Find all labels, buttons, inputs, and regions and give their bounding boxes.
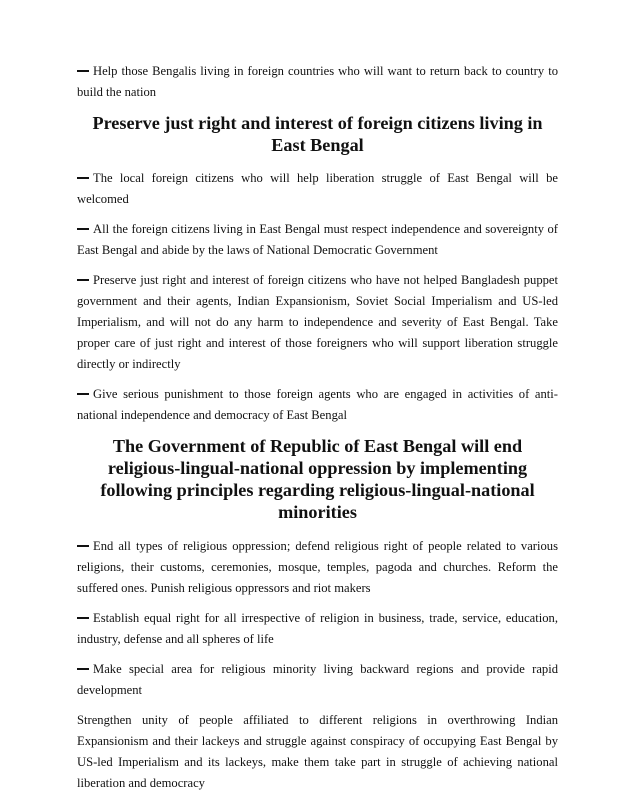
dash-bullet-icon	[77, 545, 89, 547]
paragraph-text: Make special area for religious minority living backward regions and provide rapid development	[77, 662, 558, 697]
bullet-paragraph	[77, 219, 558, 261]
dash-bullet-icon	[77, 228, 89, 230]
dash-bullet-icon	[77, 177, 89, 179]
dash-bullet-icon	[77, 279, 89, 281]
paragraph-text: Establish equal right for all irrespective of religion in business, trade, service, education, industry, defense and all spheres of life	[77, 611, 558, 646]
dash-bullet-icon	[77, 70, 89, 72]
bullet-paragraph	[77, 536, 558, 599]
paragraph-text: Give serious punishment to those foreign agents who are engaged in activities of anti-national independence and democracy of East Bengal	[77, 387, 558, 422]
bullet-paragraph	[77, 270, 558, 375]
section-heading: Preserve just right and interest of foreign citizens living in East Bengal	[92, 113, 543, 155]
dash-bullet-icon	[77, 393, 89, 395]
paragraph-text: Preserve just right and interest of foreign citizens who have not helped Bangladesh puppet government and their agents, Indian Expansionism, Soviet Social Imperialism and US-led Imperialism, and will not do any harm to independence and severity of East Bengal. Take proper care of just right and interest of those foreigners who will support liberation struggle directly or indirectly	[77, 273, 558, 371]
paragraph-text: End all types of religious oppression; defend religious right of people related to various religions, their customs, ceremonies, mosque, temples, pagoda and churches. Reform the suffered ones. Punish religious oppressors and riot makers	[77, 539, 558, 595]
paragraph-text: Help those Bengalis living in foreign countries who will want to return back to country to build the nation	[77, 64, 558, 99]
paragraph-text: The local foreign citizens who will help liberation struggle of East Bengal will be welcomed	[77, 171, 558, 206]
paragraph-text: All the foreign citizens living in East Bengal must respect independence and sovereignty of East Bengal and abide by the laws of National Democratic Government	[77, 222, 558, 257]
section-heading: The Government of Republic of East Bengal will end religious-lingual-national oppression by implementing following principles regarding religious-lingual-national minorities	[100, 436, 535, 522]
dash-bullet-icon	[77, 617, 89, 619]
bullet-paragraph	[77, 61, 558, 103]
bullet-paragraph	[77, 168, 558, 210]
dash-bullet-icon	[77, 668, 89, 670]
bullet-paragraph	[77, 608, 558, 650]
plain-paragraph: Strengthen unity of people affiliated to different religions in overthrowing Indian Expansionism and their lackeys and struggle against conspiracy of occupying East Bengal by US-led Imperialism and its lackeys, make them take part in struggle of achieving national liberation and democracy	[77, 713, 558, 790]
bullet-paragraph	[77, 384, 558, 426]
document-page	[77, 61, 558, 803]
bullet-paragraph	[77, 659, 558, 701]
